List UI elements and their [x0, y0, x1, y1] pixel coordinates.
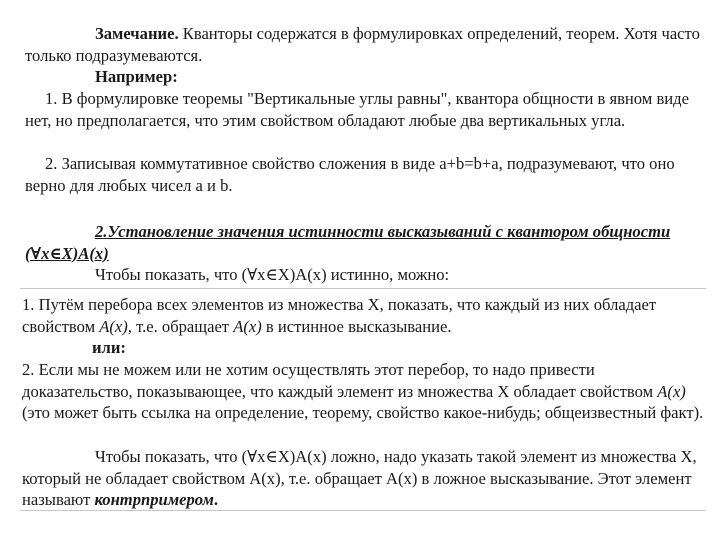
section-intro: Чтобы показать, что (∀x∈X)A(x) истинно, можно: [95, 265, 450, 284]
method-2-ax: A(x) [657, 381, 686, 401]
method-1-ax2: A(x) [233, 316, 262, 336]
section-title-text: 2.Установление значения истинности высказываний с квантором общности (∀x∈X)A(x) [25, 222, 671, 263]
example-heading [25, 66, 707, 88]
method-1-text-b: т.е. обращает [131, 316, 234, 336]
remark-paragraph [25, 23, 707, 66]
method-2 [22, 359, 708, 424]
method-1-ax: A(x), [99, 316, 132, 336]
divider-top [20, 288, 706, 289]
method-1 [22, 294, 708, 337]
remark-label: Замечание. [95, 24, 179, 43]
example-item-1: 1. В формулировке теоремы "Вертикальные углы равны", квантора общности в явном виде нет, но предполагается, что этим свойством обладают любые два вертикальных угла. [25, 89, 689, 130]
example-label: Например: [95, 67, 178, 86]
method-1-text-c: в истинное высказывание. [261, 316, 452, 336]
remark-text: Кванторы содержатся в формулировках определений, теорем. Хотя часто только подразумеваются. [25, 24, 700, 65]
counterexample-term: контрпримером [94, 490, 214, 510]
section-title [25, 221, 707, 264]
method-2-text-b: (это может быть ссылка на определение, теорему, свойство какое-нибудь; общеизвестный факт). [22, 403, 704, 423]
or-text: или: [92, 338, 126, 357]
divider-bottom [20, 510, 706, 511]
false-end: . [213, 490, 218, 510]
or-label [22, 337, 704, 359]
method-1-text-a: 1. Путём перебора всех элементов из множества X, показать, что каждый из них обладает свойством [22, 295, 657, 336]
false-paragraph [22, 446, 708, 511]
false-text: Чтобы показать, что (∀x∈X)A(x) ложно, надо указать такой элемент из множества X, который не обладает свойством A(x), т.е. обращает A(x) в ложное высказывание. Этот элемент называют [22, 447, 697, 510]
example-item-2: 2. Записывая коммутативное свойство сложения в виде a+b=b+a, подразумевают, что оно верно для любых чисел a и b. [25, 154, 675, 195]
method-2-text-a: 2. Если мы не можем или не хотим осуществлять этот перебор, то надо привести доказательство, показывающее, что каждый элемент из множества X обладает свойством [22, 360, 658, 401]
